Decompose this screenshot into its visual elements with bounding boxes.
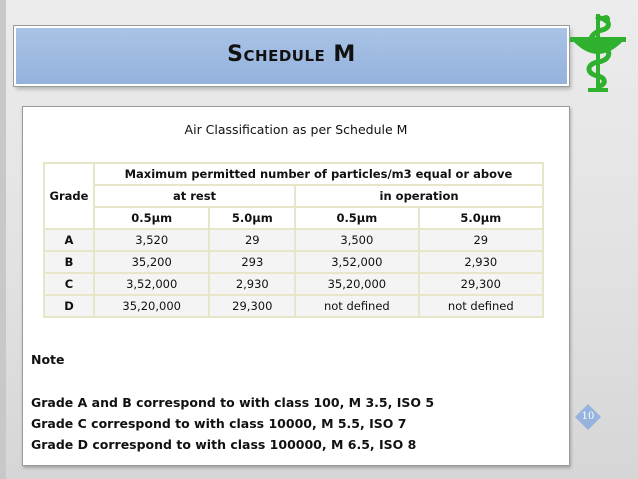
size-header: 5.0μm: [419, 207, 543, 229]
table-row: [44, 295, 543, 317]
note-title: Note: [31, 352, 65, 367]
table-cell: 2,930: [209, 273, 295, 295]
size-header: 5.0μm: [209, 207, 295, 229]
table-cell: 3,52,000: [94, 273, 210, 295]
bowl-of-hygieia-icon: [566, 10, 630, 94]
note-line: Grade D correspond to with class 100000, M 6.5, ISO 8: [31, 437, 417, 452]
grade-cell: A: [44, 229, 94, 251]
grade-cell: D: [44, 295, 94, 317]
note-line: Grade A and B correspond to with class 100, M 3.5, ISO 5: [31, 395, 435, 410]
table-cell: 293: [209, 251, 295, 273]
at-rest-header: at rest: [94, 185, 295, 207]
table-row: [44, 273, 543, 295]
table-cell: not defined: [295, 295, 418, 317]
table-cell: 35,20,000: [94, 295, 210, 317]
slide-title: Schedule M: [227, 42, 356, 67]
size-header: 0.5μm: [94, 207, 210, 229]
table-cell: 3,520: [94, 229, 210, 251]
air-classification-table: [43, 162, 544, 318]
content-panel: [22, 106, 570, 466]
table-cell: 35,200: [94, 251, 210, 273]
grade-cell: C: [44, 273, 94, 295]
table-cell: 29: [419, 229, 543, 251]
table-cell: not defined: [419, 295, 543, 317]
note-line: Grade C correspond to with class 10000, M 5.5, ISO 7: [31, 416, 407, 431]
table-cell: 3,500: [295, 229, 418, 251]
title-bar: [14, 26, 569, 86]
table-caption: Air Classification as per Schedule M: [184, 122, 408, 137]
size-header: 0.5μm: [295, 207, 418, 229]
in-operation-header: in operation: [295, 185, 543, 207]
grade-header: Grade: [44, 163, 94, 229]
table-cell: 29,300: [419, 273, 543, 295]
table-header-row: [44, 163, 543, 185]
table-cell: 35,20,000: [295, 273, 418, 295]
table-cell: 29: [209, 229, 295, 251]
table-row: [44, 229, 543, 251]
table-header-row: [44, 185, 543, 207]
page-number: 10: [581, 411, 595, 422]
table-cell: 2,930: [419, 251, 543, 273]
grade-cell: B: [44, 251, 94, 273]
particles-header: Maximum permitted number of particles/m3 equal or above: [94, 163, 543, 185]
table-header-row: [44, 207, 543, 229]
slide-left-edge: [0, 0, 6, 479]
table-row: [44, 251, 543, 273]
table-cell: 3,52,000: [295, 251, 418, 273]
table-cell: 29,300: [209, 295, 295, 317]
